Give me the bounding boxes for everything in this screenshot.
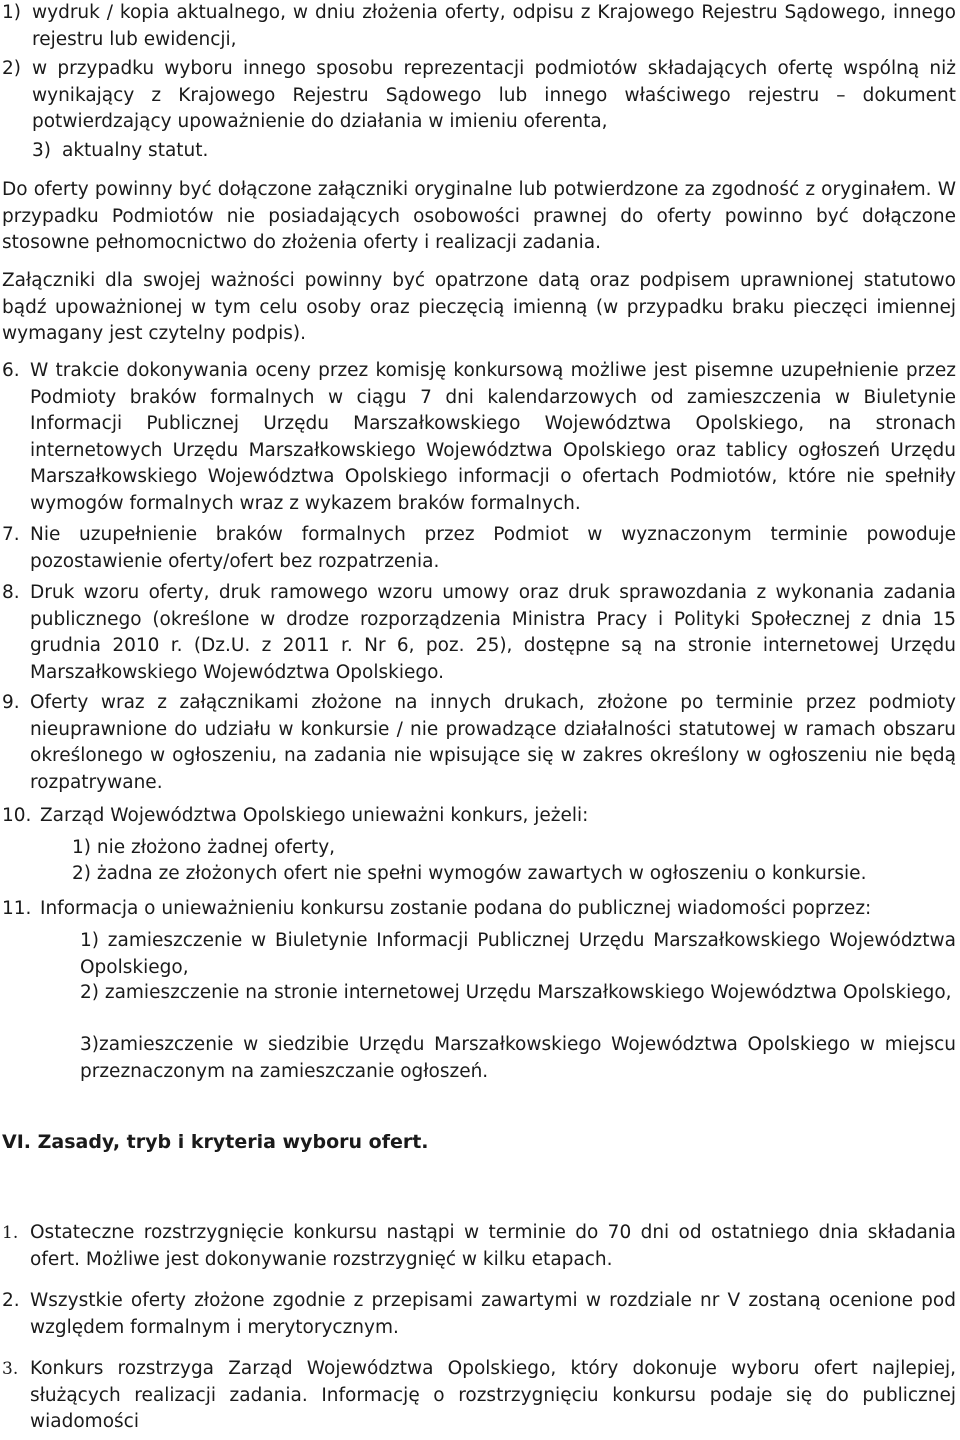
- item-number: 11.: [2, 898, 32, 919]
- numbered-item-9: [2, 690, 956, 796]
- item-text: Konkurs rozstrzyga Zarząd Województwa Opolskiego, który dokonuje wyboru ofert najlepiej, służących realizacji zadania. Informację o rozstrzygnięciu konkursu podaje się do publicznej wiadomości: [30, 1358, 956, 1432]
- item-number: 7.: [2, 524, 20, 545]
- list-text: w przypadku wyboru innego sposobu reprezentacji podmiotów składających ofertę wspólną niż wynikający z Krajowego Rejestru Sądowego lub innego właściwego rejestru – dokument potwierdzający upoważnienie do działania w imieniu oferenta,: [32, 58, 956, 132]
- numbered-item-11: [2, 896, 956, 923]
- list-text: aktualny statut.: [62, 140, 209, 161]
- item-text: Zarząd Województwa Opolskiego unieważni konkurs, jeżeli:: [40, 805, 589, 826]
- item-text: W trakcie dokonywania oceny przez komisję konkursową możliwe jest pisemne uzupełnienie przez Podmioty braków formalnych w ciągu 7 dni kalendarzowych od zamieszczenia w Biuletynie Informacji Publicznej Urzędu Marszałkowskiego Województwa Opolskiego, na stronach internetowych Urzędu Marszałkowskiego Województwa Opolskiego oraz tablicy ogłoszeń Urzędu Marszałkowskiego Województwa Opolskiego informacji o ofertach Podmiotów, które nie spełniły wymogów formalnych wraz z wykazem braków formalnych.: [30, 360, 956, 514]
- item-text: Nie uzupełnienie braków formalnych przez Podmiot w wyznaczonym terminie powoduje pozostawienie oferty/ofert bez rozpatrzenia.: [30, 524, 956, 572]
- paragraph-signatures: Załączniki dla swojej ważności powinny być opatrzone datą oraz podpisem uprawnionej statutowo bądź upoważnionej w tym celu osoby oraz pieczęcią imienną (w przypadku braku pieczęci imiennej wymagany jest czytelny podpis).: [2, 270, 956, 344]
- item-number: 9.: [2, 692, 20, 713]
- list-item: [2, 56, 956, 136]
- publish-method: 1) zamieszczenie w Biuletynie Informacji Publicznej Urzędu Marszałkowskiego Województwa Opolskiego,: [80, 930, 956, 978]
- item-number: 8.: [2, 582, 20, 603]
- section-item-1: [2, 1220, 956, 1273]
- item-text: Informacja o unieważnieniu konkursu zostanie podana do publicznej wiadomości poprzez:: [40, 898, 872, 919]
- section-item-2: [2, 1288, 956, 1341]
- list-number: 2): [2, 58, 21, 79]
- item-number: 1.: [2, 1223, 19, 1243]
- item-text: Oferty wraz z załącznikami złożone na innych drukach, złożone po terminie przez podmioty nieuprawnione do udziału w konkursie / nie prowadzące działalności statutowej w ramach obszaru określonego w ogłoszeniu, na zadania nie wpisujące się w zakres określony w ogłoszeniu nie będą rozpatrywane.: [30, 692, 956, 793]
- numbered-item-7: [2, 522, 956, 575]
- numbered-item-6: [2, 358, 956, 517]
- item-text: Druk wzoru oferty, druk ramowego wzoru umowy oraz druk sprawozdania z wykonania zadania publicznego (określone w drodze rozporządzenia Ministra Pracy i Polityki Społecznej z dnia 15 grudnia 2010 r. (Dz.U. z 2011 r. Nr 6, poz. 25), dostępne są na stronie internetowej Urzędu Marszałkowskiego Województwa Opolskiego.: [30, 582, 956, 683]
- item-number: 10.: [2, 805, 32, 826]
- section-heading: VI. Zasady, tryb i kryteria wyboru ofert.: [2, 1131, 429, 1153]
- publish-method: 2) zamieszczenie na stronie internetowej Urzędu Marszałkowskiego Województwa Opolskiego,: [80, 982, 952, 1003]
- item-number: 6.: [2, 360, 20, 381]
- list-number: 1): [2, 2, 21, 23]
- list-item: [32, 138, 632, 165]
- item-number: 2.: [2, 1290, 20, 1311]
- cancel-condition: 2) żadna ze złożonych ofert nie spełni wymogów zawartych w ogłoszeniu o konkursie.: [72, 863, 867, 884]
- publish-method: 3)zamieszczenie w siedzibie Urzędu Marszałkowskiego Województwa Opolskiego w miejscu przeznaczonym na zamieszczanie ogłoszeń.: [80, 1034, 956, 1082]
- list-number: 3): [32, 140, 51, 161]
- item-text: Ostateczne rozstrzygnięcie konkursu nastąpi w terminie do 70 dni od ostatniego dnia składania ofert. Możliwe jest dokonywanie rozstrzygnięć w kilku etapach.: [30, 1222, 956, 1270]
- item-number: 3.: [2, 1359, 19, 1379]
- numbered-item-8: [2, 580, 956, 686]
- paragraph-attachments: Do oferty powinny być dołączone załączniki oryginalne lub potwierdzone za zgodność z oryginałem. W przypadku Podmiotów nie posiadających osobowości prawnej do oferty powinno być dołączone stosowne pełnomocnictwo do złożenia oferty i realizacji zadania.: [2, 179, 956, 253]
- numbered-item-10: [2, 803, 956, 830]
- list-item: [2, 0, 956, 53]
- item-text: Wszystkie oferty złożone zgodnie z przepisami zawartymi w rozdziale nr V zostaną ocenione pod względem formalnym i merytorycznym.: [30, 1290, 956, 1338]
- list-text: wydruk / kopia aktualnego, w dniu złożenia oferty, odpisu z Krajowego Rejestru Sądowego, innego rejestru lub ewidencji,: [32, 2, 956, 50]
- cancel-condition: 1) nie złożono żadnej oferty,: [72, 837, 336, 858]
- section-item-3: [2, 1356, 956, 1436]
